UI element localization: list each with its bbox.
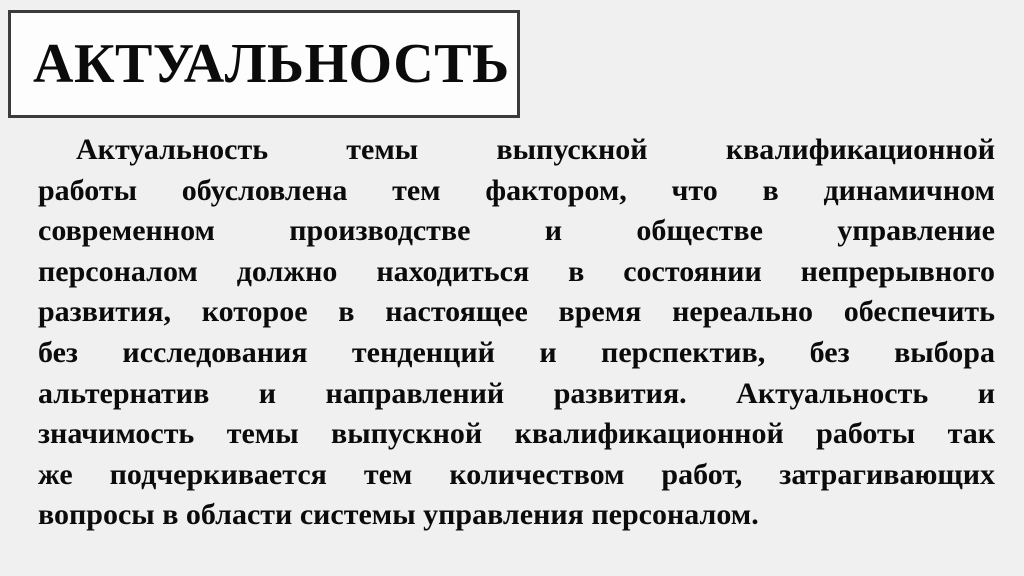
- body-line: вопросы в области системы управления персоналом.: [38, 498, 759, 532]
- body-line: работы обусловлена тем фактором, что в динамичном: [38, 173, 995, 207]
- slide-title: АКТУАЛЬНОСТЬ: [33, 33, 510, 95]
- title-box: [8, 10, 520, 118]
- body-line: развития, которое в настоящее время нереально обеспечить: [38, 295, 995, 329]
- body-line: Актуальность темы выпускной квалификационной: [76, 133, 995, 166]
- body-line: современном производстве и обществе управление: [38, 214, 995, 248]
- body-line: значимость темы выпускной квалификационной работы так: [38, 417, 995, 451]
- body-line: персоналом должно находиться в состоянии непрерывного: [38, 254, 995, 288]
- body-line: без исследования тенденций и перспектив, без выбора: [38, 335, 995, 369]
- body-line: же подчеркивается тем количеством работ, затрагивающих: [38, 457, 995, 491]
- body-paragraph: [38, 130, 995, 536]
- body-line: альтернатив и направлений развития. Актуальность и: [38, 376, 995, 410]
